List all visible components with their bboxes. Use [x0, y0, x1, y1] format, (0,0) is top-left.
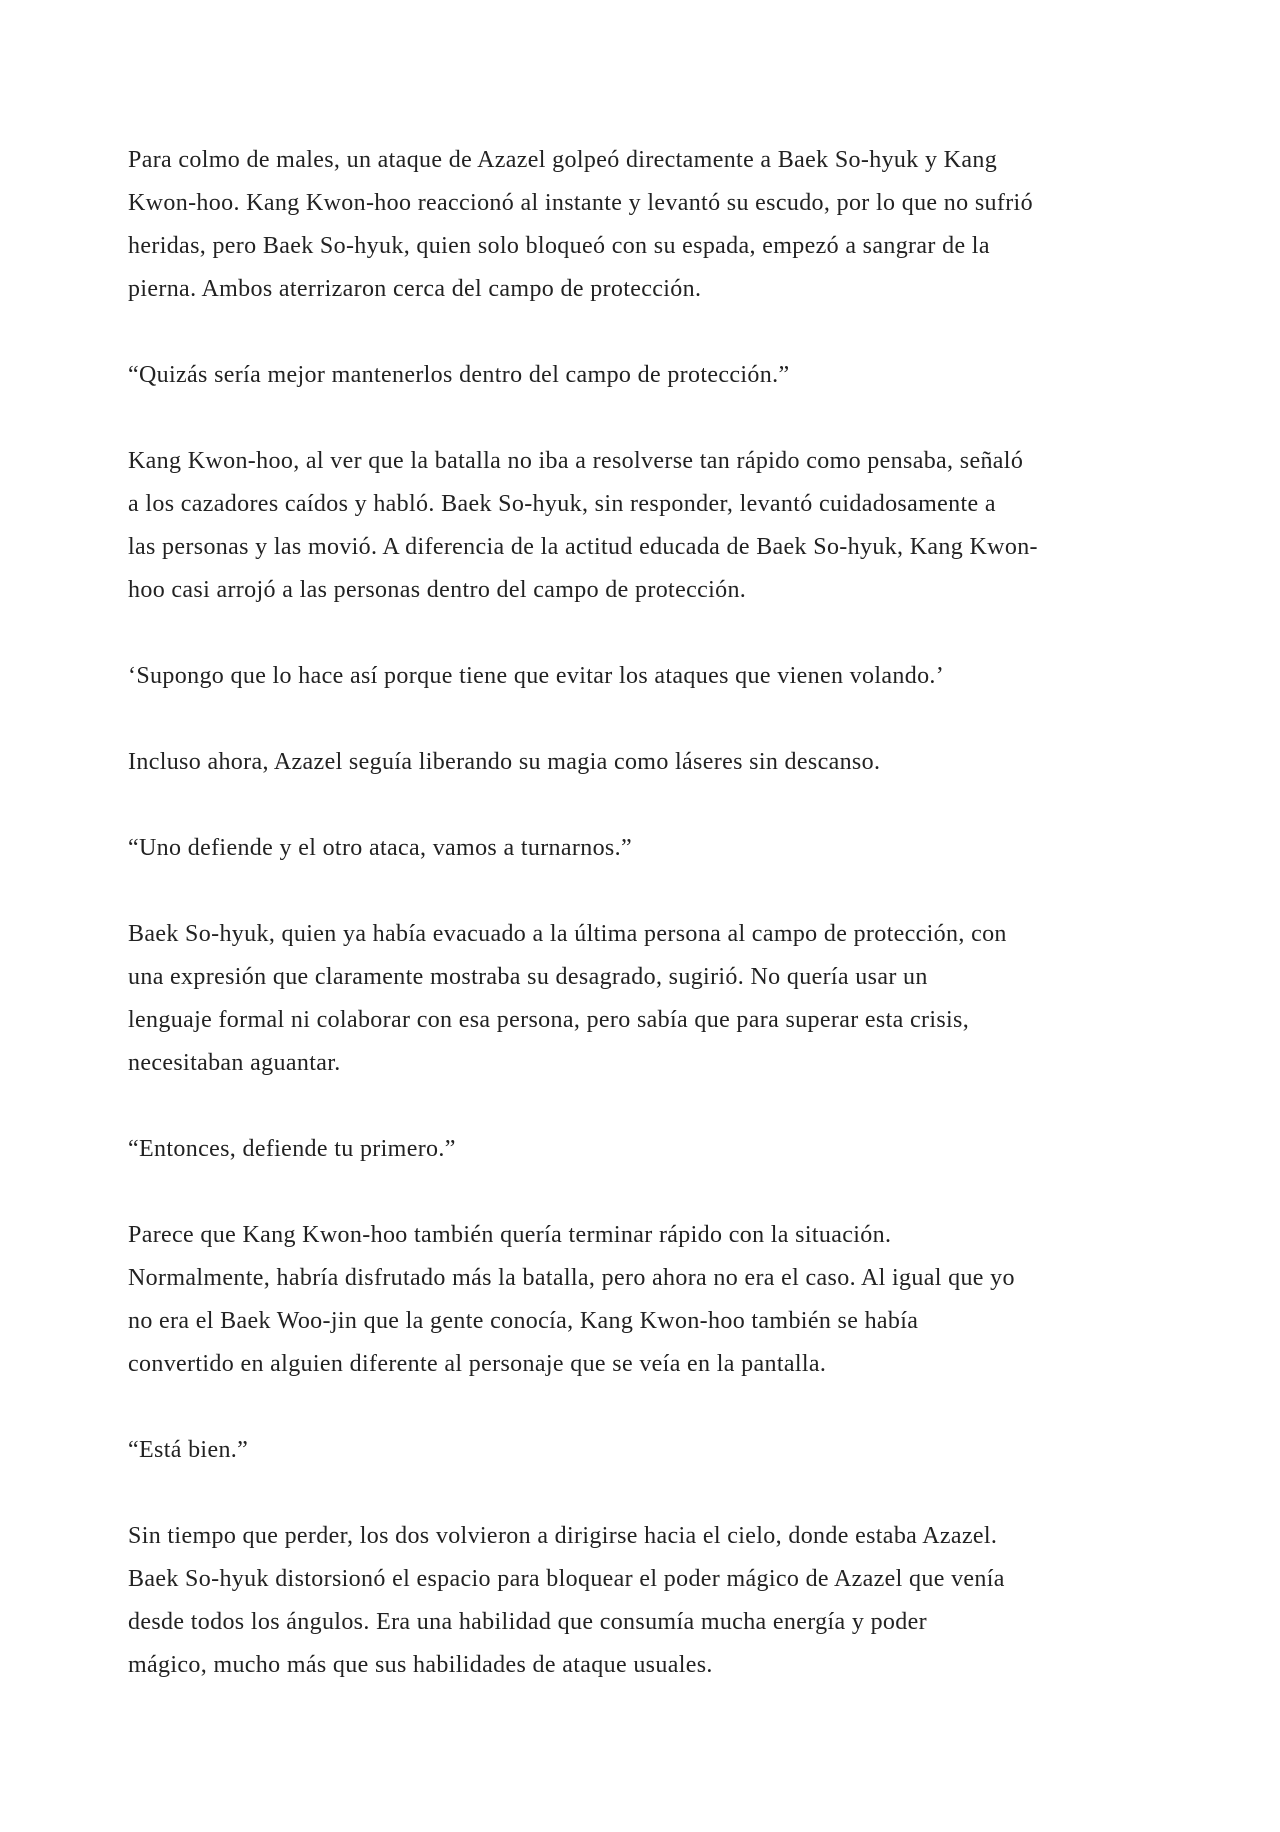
paragraph — [128, 741, 1280, 784]
text-line: pierna. Ambos aterrizaron cerca del campo de protección. — [128, 276, 702, 302]
text-line: mágico, mucho más que sus habilidades de ataque usuales. — [128, 1652, 713, 1678]
text-line: Kwon-hoo. Kang Kwon-hoo reaccionó al instante y levantó su escudo, por lo que no sufrió — [128, 190, 1033, 216]
text-line: ‘Supongo que lo hace así porque tiene que evitar los ataques que vienen volando.’ — [128, 663, 945, 689]
text-line: a los cazadores caídos y habló. Baek So-hyuk, sin responder, levantó cuidadosamente a — [128, 491, 996, 517]
paragraph — [128, 1214, 1280, 1386]
text-line: necesitaban aguantar. — [128, 1050, 341, 1076]
text-line: Incluso ahora, Azazel seguía liberando su magia como láseres sin descanso. — [128, 749, 881, 775]
text-line: una expresión que claramente mostraba su desagrado, sugirió. No quería usar un — [128, 964, 928, 990]
text-line: Baek So-hyuk distorsionó el espacio para bloquear el poder mágico de Azazel que venía — [128, 1566, 1005, 1592]
text-line: desde todos los ángulos. Era una habilidad que consumía mucha energía y poder — [128, 1609, 927, 1635]
text-line: las personas y las movió. A diferencia de la actitud educada de Baek So-hyuk, Kang Kwon- — [128, 534, 1038, 560]
paragraph — [128, 1128, 1280, 1171]
text-line: lenguaje formal ni colaborar con esa persona, pero sabía que para superar esta crisis, — [128, 1007, 970, 1033]
text-line: “Entonces, defiende tu primero.” — [128, 1136, 456, 1162]
text-line: convertido en alguien diferente al personaje que se veía en la pantalla. — [128, 1351, 827, 1377]
text-line: Kang Kwon-hoo, al ver que la batalla no iba a resolverse tan rápido como pensaba, señaló — [128, 448, 1024, 474]
paragraph — [128, 827, 1280, 870]
text-line: heridas, pero Baek So-hyuk, quien solo bloqueó con su espada, empezó a sangrar de la — [128, 233, 990, 259]
text-line: hoo casi arrojó a las personas dentro del campo de protección. — [128, 577, 747, 603]
text-line: Para colmo de males, un ataque de Azazel golpeó directamente a Baek So-hyuk y Kang — [128, 147, 998, 173]
paragraph — [128, 139, 1280, 311]
paragraph — [128, 913, 1280, 1085]
paragraph — [128, 440, 1280, 612]
paragraph — [128, 1515, 1280, 1687]
text-line: “Uno defiende y el otro ataca, vamos a turnarnos.” — [128, 835, 632, 861]
text-line: Sin tiempo que perder, los dos volvieron a dirigirse hacia el cielo, donde estaba Azazel. — [128, 1523, 998, 1549]
text-line: “Quizás sería mejor mantenerlos dentro del campo de protección.” — [128, 362, 790, 388]
text-line: Normalmente, habría disfrutado más la batalla, pero ahora no era el caso. Al igual que yo — [128, 1265, 1015, 1291]
text-line: “Está bien.” — [128, 1437, 249, 1463]
paragraph — [128, 655, 1280, 698]
text-line: Parece que Kang Kwon-hoo también quería terminar rápido con la situación. — [128, 1222, 892, 1248]
text-line: no era el Baek Woo-jin que la gente conocía, Kang Kwon-hoo también se había — [128, 1308, 919, 1334]
paragraph — [128, 1429, 1280, 1472]
text-line: Baek So-hyuk, quien ya había evacuado a la última persona al campo de protección, con — [128, 921, 1007, 947]
paragraph — [128, 354, 1280, 397]
